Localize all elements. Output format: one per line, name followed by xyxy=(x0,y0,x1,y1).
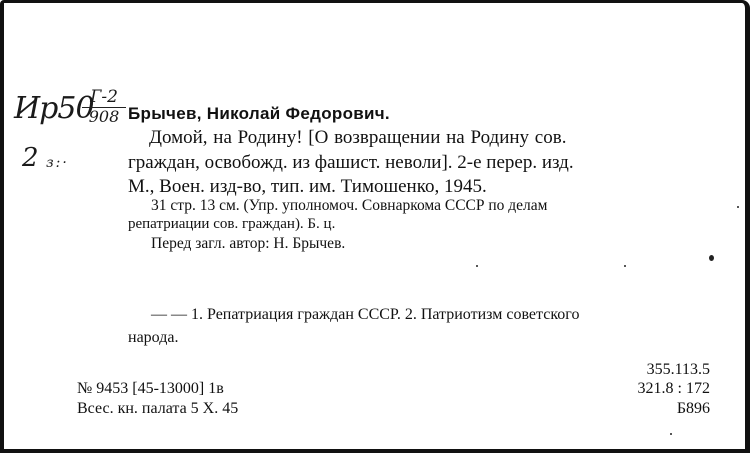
scan-speck xyxy=(670,433,672,435)
handwritten-shelfmark-fraction xyxy=(82,88,126,126)
book-chamber-line: Всес. кн. палата 5 X. 45 xyxy=(77,400,239,417)
scan-speck xyxy=(624,265,626,267)
handwritten-dots: з:· xyxy=(46,155,69,171)
classification-udc: 355.113.5 xyxy=(646,361,710,378)
collation-line-2: репатриации сов. граждан). Б. ц. xyxy=(128,216,336,232)
scan-speck xyxy=(476,265,478,267)
author-heading: Брычев, Николай Федорович. xyxy=(128,104,390,123)
title-line-1: Домой, на Родину! [О возвращении на Родину сов. xyxy=(149,127,567,148)
scan-speck xyxy=(737,206,739,208)
handwritten-mark: 2 xyxy=(22,143,39,173)
shelfmark-fraction-top: Г-2 xyxy=(82,88,126,108)
author-mark: Б896 xyxy=(676,400,710,417)
subjects-line-2: народа. xyxy=(128,329,179,346)
subjects-line-1: — — 1. Репатриация граждан СССР. 2. Патриотизм советского xyxy=(151,306,580,323)
scan-speck xyxy=(709,255,714,261)
handwritten-shelfmark: Ир50 xyxy=(14,91,94,126)
author-note: Перед загл. автор: Н. Брычев. xyxy=(151,235,346,252)
shelfmark-fraction-bottom: 908 xyxy=(88,107,120,126)
title-line-2: граждан, освобожд. из фашист. неволи]. 2-е перер. изд. xyxy=(128,152,574,173)
registration-number: № 9453 [45-13000] 1в xyxy=(77,380,224,397)
classification-secondary: 321.8 : 172 xyxy=(637,380,710,397)
title-line-3: М., Воен. изд-во, тип. им. Тимошенко, 1945. xyxy=(128,176,487,197)
collation-line-1: 31 стр. 13 см. (Упр. уполномоч. Совнаркома СССР по делам xyxy=(151,197,548,214)
